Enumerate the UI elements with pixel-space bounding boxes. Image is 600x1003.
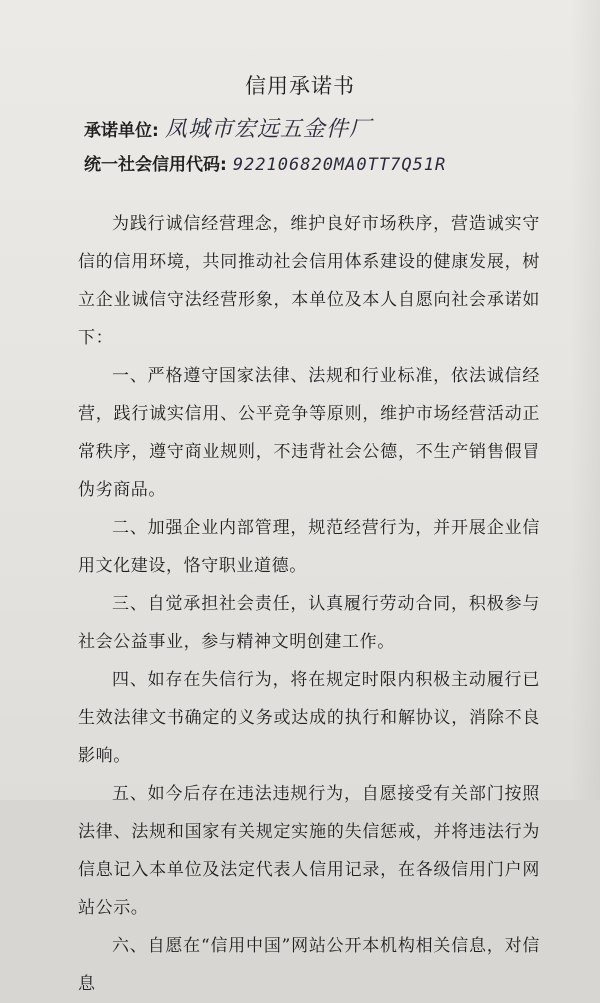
committing-unit-field [84,112,372,143]
document-body [78,205,540,1003]
document-title: 信用承诺书 [245,74,355,98]
unit-handwritten-value: 凤城市宏远五金件厂 [164,117,372,142]
unit-label: 承诺单位: [84,121,159,141]
credit-code-label: 统一社会信用代码: [84,155,227,175]
paragraph-2: 二、加强企业内部管理，规范经营行为，并开展企业信用文化建设，恪守职业道德。 [78,518,540,576]
paragraph-6: 六、自愿在“信用中国”网站公开本机构相关信息，对信息 [78,936,540,994]
paragraph-3: 三、自觉承担社会责任，认真履行劳动合同，积极参与社会公益事业，参与精神文明创建工作。 [78,594,540,652]
paragraph-4: 四、如存在失信行为，将在规定时限内积极主动履行已生效法律文书确定的义务或达成的执行和解协议，消除不良影响。 [78,670,540,766]
paragraph-5: 五、如今后存在违法违规行为，自愿接受有关部门按照法律、法规和国家有关规定实施的失信惩戒，并将违法行为信息记入本单位及法定代表人信用记录，在各级信用门户网站公示。 [78,784,540,918]
credit-code-field [84,150,446,175]
paper-edge-shadow [570,0,600,800]
credit-code-handwritten-value: 922106820MA0TT7Q51R [232,155,447,175]
paragraph-1: 一、严格遵守国家法律、法规和行业标准，依法诚信经营，践行诚实信用、公平竞争等原则，维护市场经营活动正常秩序，遵守商业规则，不违背社会公德，不生产销售假冒伪劣商品。 [78,366,540,500]
paragraph-intro: 为践行诚信经营理念，维护良好市场秩序，营造诚实守信的信用环境，共同推动社会信用体系建设的健康发展，树立企业诚信守法经营形象，本单位及本人自愿向社会承诺如下： [78,214,540,348]
